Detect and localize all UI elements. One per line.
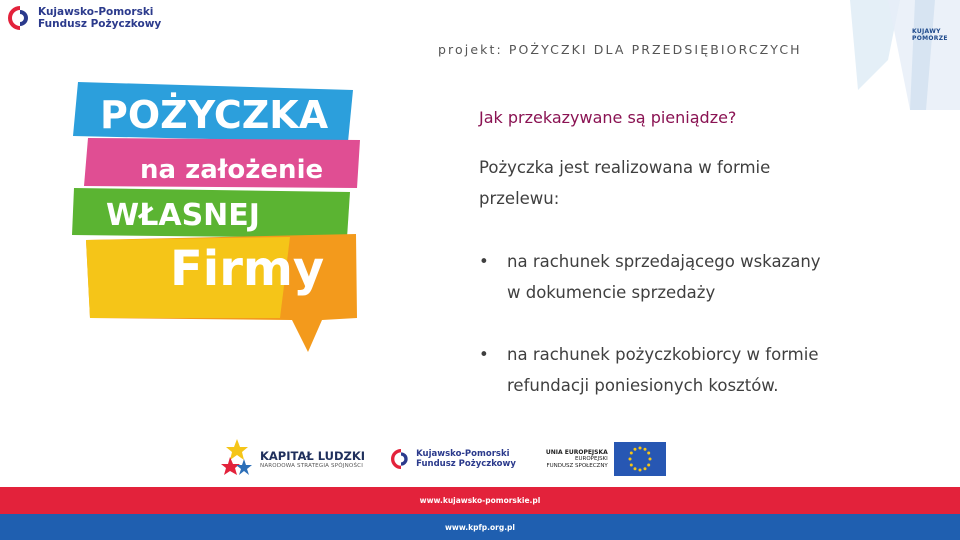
eu-logo: UNIA EUROPEJSKA EUROPEJSKI FUNDUSZ SPOŁECZNY (546, 442, 666, 476)
logo-line2: Fundusz Pożyczkowy (38, 18, 162, 30)
bullet-icon: • (479, 345, 489, 364)
list-item-text: na rachunek sprzedającego wskazany w dokumencie sprzedaży (507, 252, 821, 302)
loan-poster (70, 80, 365, 355)
bullet-icon: • (479, 252, 489, 271)
intro-paragraph: Pożyczka jest realizowana w formie przelewu: (479, 158, 771, 208)
kpfp-small-icon (391, 449, 411, 469)
poster-line4: Firmy (170, 241, 325, 297)
partner-logos (220, 434, 680, 484)
kpfp-logo (8, 6, 161, 30)
project-name: POŻYCZKI DLA PRZEDSIĘBIORCZYCH (508, 42, 802, 57)
project-prefix: projekt: (438, 42, 503, 57)
kapital-subtitle: NARODOWA STRATEGIA SPÓJNOŚCI (260, 463, 364, 469)
footer-red-bar (0, 487, 960, 514)
eu-flag-icon (614, 442, 666, 476)
poster-line3: WŁASNEJ (106, 198, 260, 233)
list-item-text: na rachunek pożyczkobiorcy w formie refundacji poniesionych kosztów. (507, 345, 819, 395)
logo-line1: Kujawsko-Pomorski (38, 6, 154, 18)
list-item (479, 246, 837, 308)
kapital-ludzki-icon (220, 437, 254, 481)
poster-line2: na założenie (140, 155, 324, 185)
footer-blue-bar (0, 514, 960, 540)
kapital-ludzki-logo (220, 437, 365, 481)
kapital-title: KAPITAŁ LUDZKI (260, 449, 366, 463)
footer-url-2[interactable]: www.kpfp.org.pl (444, 522, 515, 532)
kujawy-pomorze-logo: KUJAWY POMORZE (912, 28, 948, 42)
footer-url-1[interactable]: www.kujawsko-pomorskie.pl (419, 496, 541, 505)
kpfp-logo-icon (8, 6, 32, 30)
question-heading: Jak przekazywane są pieniądze? (479, 108, 737, 127)
kpfp-small-logo: Kujawsko-Pomorski Fundusz Pożyczkowy (391, 449, 516, 469)
project-heading (438, 42, 802, 57)
list-item (479, 339, 837, 401)
poster-line1: POŻYCZKA (100, 93, 329, 137)
corner-decoration (840, 0, 960, 110)
